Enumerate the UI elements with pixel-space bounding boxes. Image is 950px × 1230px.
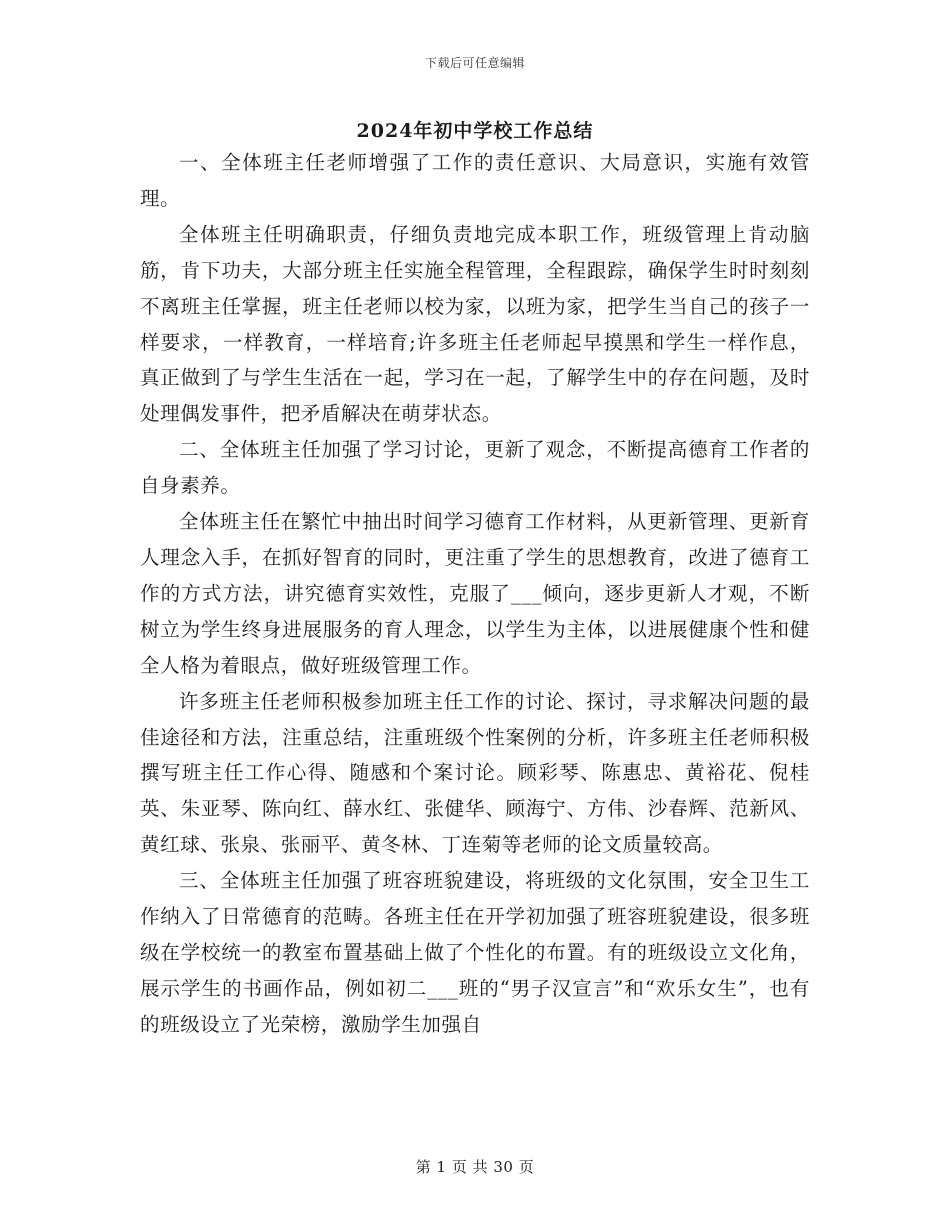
section-heading-1: 一、全体班主任老师增强了工作的责任意识、大局意识，实施有效管理。 <box>140 151 810 210</box>
body-paragraph: 全体班主任在繁忙中抽出时间学习德育工作材料，从更新管理、更新育人理念入手，在抓好智育的同时，更注重了学生的思想教育，改进了德育工作的方式方法，讲究德育实效性，克服了___倾向，逐步更新人才观，不断树立为学生终身进展服务的育人理念，以学生为主体，以进展健康个性和健全人格为着眼点，做好班级管理工作。 <box>140 510 810 677</box>
page-number: 第 1 页 共 30 页 <box>415 1158 535 1176</box>
page-header-note: 下载后可任意编辑 <box>424 56 525 70</box>
section-heading-2: 二、全体班主任加强了学习讨论，更新了观念，不断提高德育工作者的自身素养。 <box>140 438 810 498</box>
body-paragraph: 许多班主任老师积极参加班主任工作的讨论、探讨，寻求解决问题的最佳途径和方法，注重总结，注重班级个性案例的分析，许多班主任老师积极撰写班主任工作心得、随感和个案讨论。顾彩琴、陈惠忠、黄裕花、倪桂英、朱亚琴、陈向红、薛水红、张健华、顾海宁、方伟、沙春辉、范新风、黄红球、张泉、张丽平、黄冬林、丁连菊等老师的论文质量较高。 <box>140 689 810 857</box>
section-heading-3: 三、全体班主任加强了班容班貌建设，将班级的文化氛围，安全卫生工作纳入了日常德育的范畴。各班主任在开学初加强了班容班貌建设，很多班级在学校统一的教室布置基础上做了个性化的布置。有的班级设立文化角，展示学生的书画作品，例如初二___班的“男子汉宣言”和“欢乐女生”，也有的班级设立了光荣榜，激励学生加强自 <box>140 869 810 1036</box>
document-title: 2024年初中学校工作总结 <box>356 120 594 142</box>
document-body <box>140 145 810 1043</box>
body-paragraph: 全体班主任明确职责，仔细负责地完成本职工作，班级管理上肯动脑筋，肯下功夫，大部分班主任实施全程管理，全程跟踪，确保学生时时刻刻不离班主任掌握，班主任老师以校为家，以班为家，把学生当自己的孩子一样要求，一样教育，一样培育;许多班主任老师起早摸黑和学生一样作息，真正做到了与学生生活在一起，学习在一起，了解学生中的存在问题，及时处理偶发事件，把矛盾解决在萌芽状态。 <box>140 222 810 426</box>
